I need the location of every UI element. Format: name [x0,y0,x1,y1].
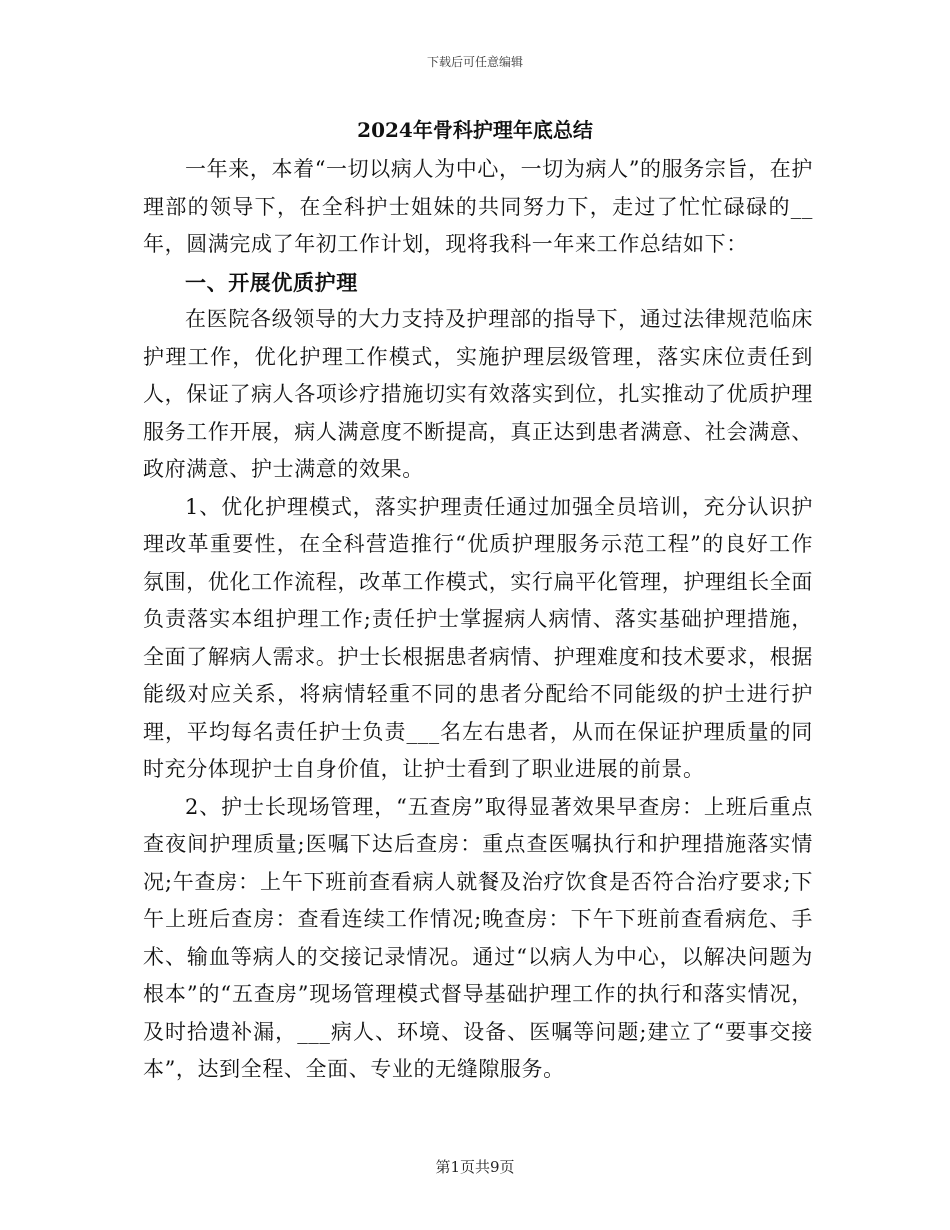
document-body [143,151,813,1089]
section-heading-quality-nursing: 一、开展优质护理 [185,269,358,295]
page-header-note: 下载后可任意编辑 [426,55,523,69]
item-1-paragraph: 1、优化护理模式，落实护理责任通过加强全员培训，充分认识护理改革重要性，在全科营造推行“优质护理服务示范工程”的良好工作氛围，优化工作流程，改革工作模式，实行扁平化管理，护理组长全面负责落实本组护理工作;责任护士掌握病人病情、落实基础护理措施，全面了解病人需求。护士长根据患者病情、护理难度和技术要求，根据能级对应关系，将病情轻重不同的患者分配给不同能级的护士进行护理，平均每名责任护士负责___名左右患者，从而在保证护理质量的同时充分体现护士自身价值，让护士看到了职业进展的前景。 [143,494,813,781]
intro-paragraph: 一年来，本着“一切以病人为中心，一切为病人”的服务宗旨，在护理部的领导下，在全科护士姐妹的共同努力下，走过了忙忙碌碌的__年，圆满完成了年初工作计划，现将我科一年来工作总结如下： [143,157,813,256]
page-footer-number: 第1页共9页 [435,1158,515,1176]
document-title: 2024年骨科护理年底总结 [357,118,593,142]
item-2-paragraph: 2、护士长现场管理，“五查房”取得显著效果早查房：上班后重点查夜间护理质量;医嘱下达后查房：重点查医嘱执行和护理措施落实情况;午查房：上午下班前查看病人就餐及治疗饮食是否符合治疗要求;下午上班后查房：查看连续工作情况;晚查房：下午下班前查看病危、手术、输血等病人的交接记录情况。通过“以病人为中心，以解决问题为根本”的“五查房”现场管理模式督导基础护理工作的执行和落实情况，及时拾遗补漏，___病人、环境、设备、医嘱等问题;建立了“要事交接本”，达到全程、全面、专业的无缝隙服务。 [143,794,813,1081]
section-body-paragraph: 在医院各级领导的大力支持及护理部的指导下，通过法律规范临床护理工作，优化护理工作模式，实施护理层级管理，落实床位责任到人，保证了病人各项诊疗措施切实有效落实到位，扎实推动了优质护理服务工作开展，病人满意度不断提高，真正达到患者满意、社会满意、政府满意、护士满意的效果。 [143,307,813,481]
